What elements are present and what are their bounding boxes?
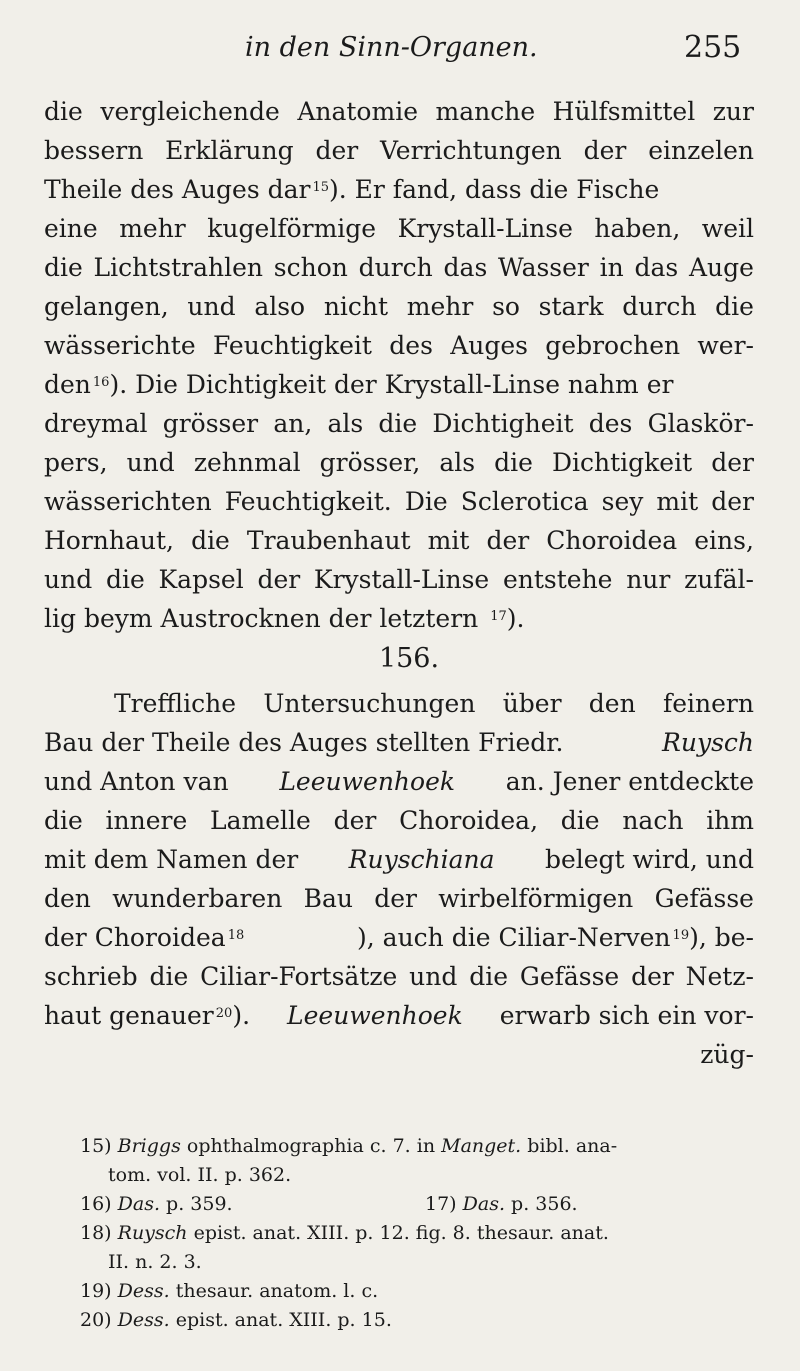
text-line: die vergleichende Anatomie manche Hülfsmittel zur	[44, 97, 754, 126]
text-line: haut genauer $^{20}$). Leeuwenhoek erwarb sich ein vor-	[44, 1001, 754, 1030]
text-line: gelangen, und also nicht mehr so stark durch die	[44, 292, 754, 321]
text-line: Hornhaut, die Traubenhaut mit der Choroidea eins,	[44, 526, 754, 555]
footnote-20: 20) Dess. epist. anat. XIII. p. 15.	[80, 1309, 392, 1331]
text-line: pers, und zehnmal grösser, als die Dichtigkeit der	[44, 448, 754, 477]
footnote-18-continued: II. n. 2. 3.	[108, 1251, 202, 1273]
text-line: eine mehr kugelförmige Krystall-Linse haben, weil	[44, 214, 754, 243]
footnote-ref: 16	[92, 375, 110, 390]
paragraph-2	[44, 684, 754, 1074]
text-line: der Choroidea $^{18}$ ), auch die Ciliar-Nerven $^{19}$), be-	[44, 923, 754, 952]
catchword: züg-	[700, 1040, 754, 1069]
section-number: 156.	[378, 643, 440, 674]
text-line: Treffliche Untersuchungen über den feinern	[114, 689, 754, 718]
text-line: schrieb die Ciliar-Fortsätze und die Gefässe der Netz-	[44, 962, 754, 991]
text-line: und die Kapsel der Krystall-Linse entstehe nur zufäl-	[44, 565, 754, 594]
text-line: wässerichten Feuchtigkeit. Die Sclerotica sey mit der	[44, 487, 754, 516]
text-line: wässerichte Feuchtigkeit des Auges gebrochen wer-	[44, 331, 754, 360]
text-line: Theile des Auges dar $^{15}$). Er fand, dass die Fische	[44, 175, 660, 204]
footnote-ref: 19	[672, 928, 690, 943]
footnote-ref: 20	[215, 1006, 233, 1021]
text-line: die innere Lamelle der Choroidea, die nach ihm	[44, 806, 754, 835]
footnote-15-continued: tom. vol. II. p. 362.	[108, 1164, 292, 1186]
footnote-ref: 15	[312, 180, 330, 195]
text-line: mit dem Namen der Ruyschiana belegt wird, und	[44, 845, 754, 874]
footnote-16: 16) Das. p. 359.	[80, 1193, 233, 1215]
footnote-ref: 17	[490, 609, 507, 624]
paragraph-1	[44, 92, 754, 638]
footnote-17: 17) Das. p. 356.	[425, 1193, 578, 1215]
page-header	[0, 30, 800, 70]
footnote-18: 18) Ruysch epist. anat. XIII. p. 12. fig. 8. thesaur. anat.	[80, 1222, 609, 1244]
text-line: bessern Erklärung der Verrichtungen der einzelen	[44, 136, 754, 165]
text-line: und Anton van Leeuwenhoek an. Jener entdeckte	[44, 767, 754, 796]
footnotes-16-17	[80, 1190, 760, 1219]
footnote-15: 15) Briggs ophthalmographia c. 7. in Manget. bibl. ana-	[80, 1135, 618, 1157]
running-title: in den Sinn-Organen.	[245, 32, 538, 63]
footnote-19: 19) Dess. thesaur. anatom. l. c.	[80, 1280, 379, 1302]
text-line: den wunderbaren Bau der wirbelförmigen Gefässe	[44, 884, 754, 913]
footnotes	[80, 1132, 760, 1335]
text-line: den $^{16}$). Die Dichtigkeit der Krystall-Linse nahm er	[44, 370, 674, 399]
body-text	[44, 92, 754, 1074]
footnote-ref: 18	[227, 928, 245, 943]
text-line: lig beym Austrocknen der letztern $^{17}$).	[44, 604, 525, 633]
text-line: dreymal grösser an, als die Dichtigheit des Glaskör-	[44, 409, 754, 438]
text-line: die Lichtstrahlen schon durch das Wasser in das Auge	[44, 253, 754, 282]
text-line: Bau der Theile des Auges stellten Friedr. Ruysch	[44, 728, 754, 757]
page-number: 255	[684, 30, 742, 65]
